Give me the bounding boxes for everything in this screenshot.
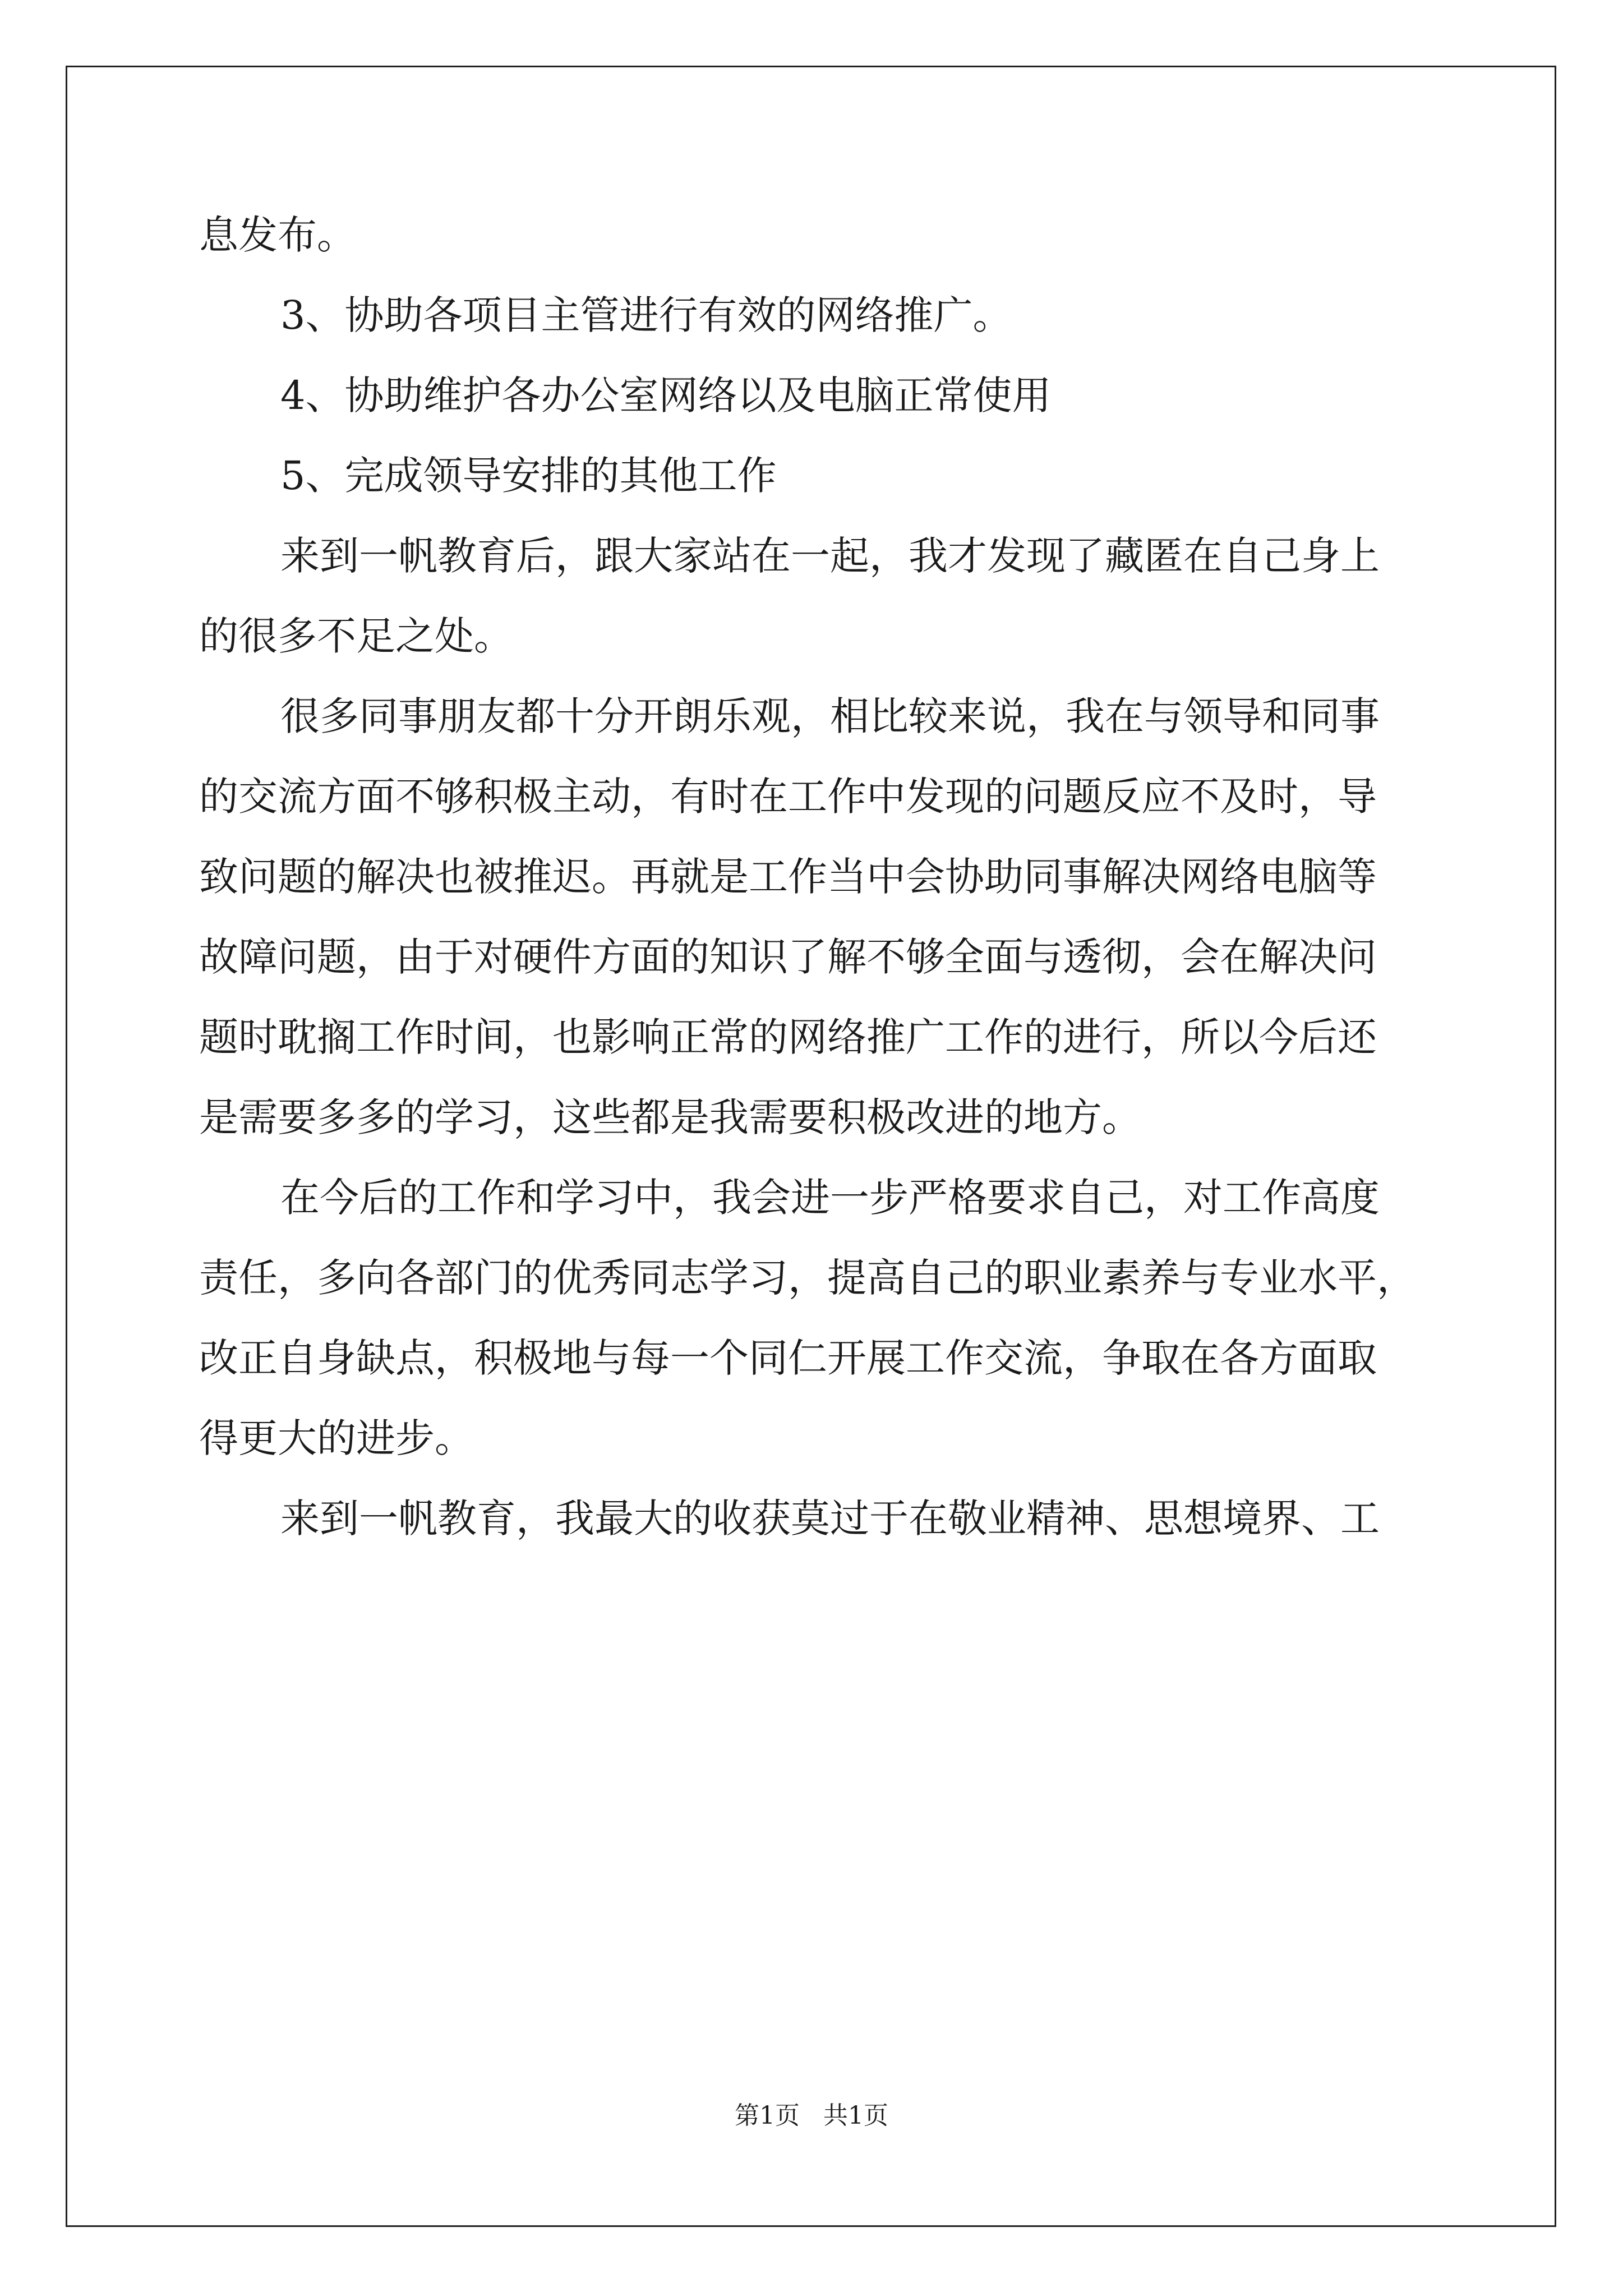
list-item: 5、完成领导安排的其他工作 (280, 453, 777, 499)
document-body (199, 195, 1433, 1559)
paragraph-line: 改正自身缺点，积极地与每一个同仁开展工作交流，争取在各方面取 (199, 1335, 1377, 1381)
paragraph-line: 的很多不足之处。 (199, 613, 513, 659)
paragraph-line: 在今后的工作和学习中，我会进一步严格要求自己，对工作高度 (280, 1175, 1380, 1221)
list-item: 4、协助维护各办公室网络以及电脑正常使用 (280, 372, 1052, 418)
paragraph-line: 是需要多多的学习，这些都是我需要积极改进的地方。 (199, 1094, 1141, 1140)
paragraph-line: 来到一帆教育，我最大的收获莫过于在敬业精神、思想境界、工 (280, 1496, 1380, 1542)
paragraph-line: 责任，多向各部门的优秀同志学习，提高自己的职业素养与专业水平， (199, 1255, 1416, 1301)
paragraph-line: 题时耽搁工作时间，也影响正常的网络推广工作的进行，所以今后还 (199, 1014, 1377, 1060)
paragraph-line: 来到一帆教育后，跟大家站在一起，我才发现了藏匿在自己身上 (280, 533, 1380, 579)
paragraph-line: 故障问题，由于对硬件方面的知识了解不够全面与透彻，会在解决问 (199, 934, 1377, 980)
paragraph-line: 很多同事朋友都十分开朗乐观，相比较来说，我在与领导和同事 (280, 693, 1380, 739)
text-line: 息发布。 (199, 212, 356, 258)
paragraph-line: 得更大的进步。 (199, 1415, 474, 1461)
paragraph-line: 的交流方面不够积极主动，有时在工作中发现的问题反应不及时，导 (199, 774, 1377, 820)
paragraph-line: 致问题的解决也被推迟。再就是工作当中会协助同事解决网络电脑等 (199, 854, 1377, 900)
list-item: 3、协助各项目主管进行有效的网络推广。 (280, 292, 1012, 338)
page-footer: 第1页 共1页 (735, 2101, 888, 2130)
